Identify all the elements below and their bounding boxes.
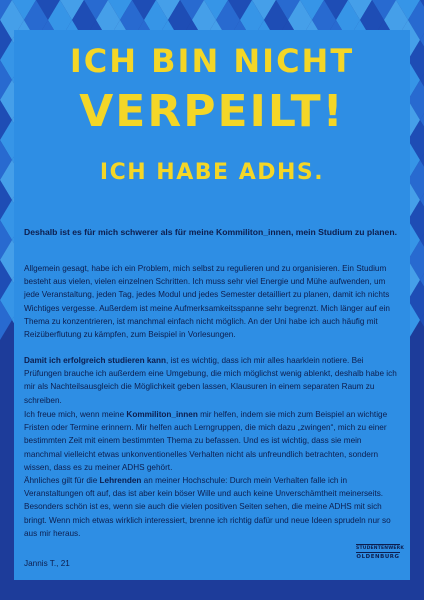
studentenwerk-logo [356, 544, 405, 560]
logo-bottom-text: OLDENBURG [356, 554, 400, 560]
paragraph-lecturers-text: an meiner Hochschule: Durch mein Verhalten falle ich in Veranstaltungen oft auf, das ist aber kein böser Wille und auch keine Unverschämtheit meinerseits. Besonders schön ist es, wenn sie auch die vielen positiven Seiten sehen, die meine ADHS mit sich bringt. Wenn mich etwas wirklich interessiert, brenne ich richtig dafür und neue Ideen sprudeln nur so aus mir heraus. [24, 476, 391, 538]
paragraph-lecturers [24, 474, 400, 540]
paragraph-lecturers-pre: Ähnliches gilt für die [24, 476, 100, 485]
paragraph-success-bold: Damit ich erfolgreich studieren kann [24, 356, 166, 365]
headline-line-1: ICH BIN NICHT [69, 42, 355, 80]
paragraph-fellow-students-pre: Ich freue mich, wenn meine [24, 410, 127, 419]
headline-line-3: ICH HABE ADHS. [99, 160, 325, 185]
paragraph-lecturers-bold: Lehrenden [99, 476, 142, 485]
intro-text: Deshalb ist es für mich schwerer als für meine Kommiliton_innen, mein Studium zu planen. [24, 227, 397, 237]
paragraph-problem: Allgemein gesagt, habe ich ein Problem, mich selbst zu regulieren und zu organisieren. Ein Studium besteht aus vielen, vielen einzelnen Schritten. Ich muss sehr viel Energie und Mühe aufwenden, um jede Veranstaltung, jeden Tag, jedes Modul und jedes Semester detailliert zu planen, damit ich nichts Wichtiges vergesse. Außerdem ist meine Aufmerksamkeitsspanne sehr begrenzt. Mich länger auf ein Thema zu konzentrieren, ist manchmal einfach nicht möglich. An der Uni habe ich auch häufig mit Reizüberflutung zu kämpfen, zum Beispiel in Vorlesungen. [24, 264, 390, 340]
paragraph-success [24, 354, 400, 407]
paragraph-fellow-students-text: mir helfen, indem sie mich zum Beispiel an wichtige Fristen oder Termine erinnern. Mir helfen auch Lerngruppen, die mich dazu „zwingen“, mich zu einer bestimmten Zeit mit einem bestimmten Thema zu befassen. Und es ist wichtig, dass sie mein manchmal vielleicht etwas unkonventionelles Verhalten nicht als unfreundlich betrachten, sondern wissen, dass es zu meiner ADHS gehört. [24, 410, 388, 472]
logo-top-text: STUDENTENWERK [356, 546, 405, 551]
paragraph-fellow-students [24, 408, 400, 474]
signature: Jannis T., 21 [24, 559, 70, 568]
paragraph-success-text: , ist es wichtig, dass ich mir alles haarklein notiere. Bei Prüfungen brauche ich außerdem eine Umgebung, die mich möglichst wenig ablenkt, deshalb habe ich mir als Nachteilsausgleich die Möglichkeit geben lassen, Klausuren in einem separaten Raum zu schreiben. [24, 356, 397, 405]
headline-line-2: VERPEILT! [79, 86, 345, 137]
paragraph-fellow-students-bold: Kommiliton_innen [126, 410, 198, 419]
